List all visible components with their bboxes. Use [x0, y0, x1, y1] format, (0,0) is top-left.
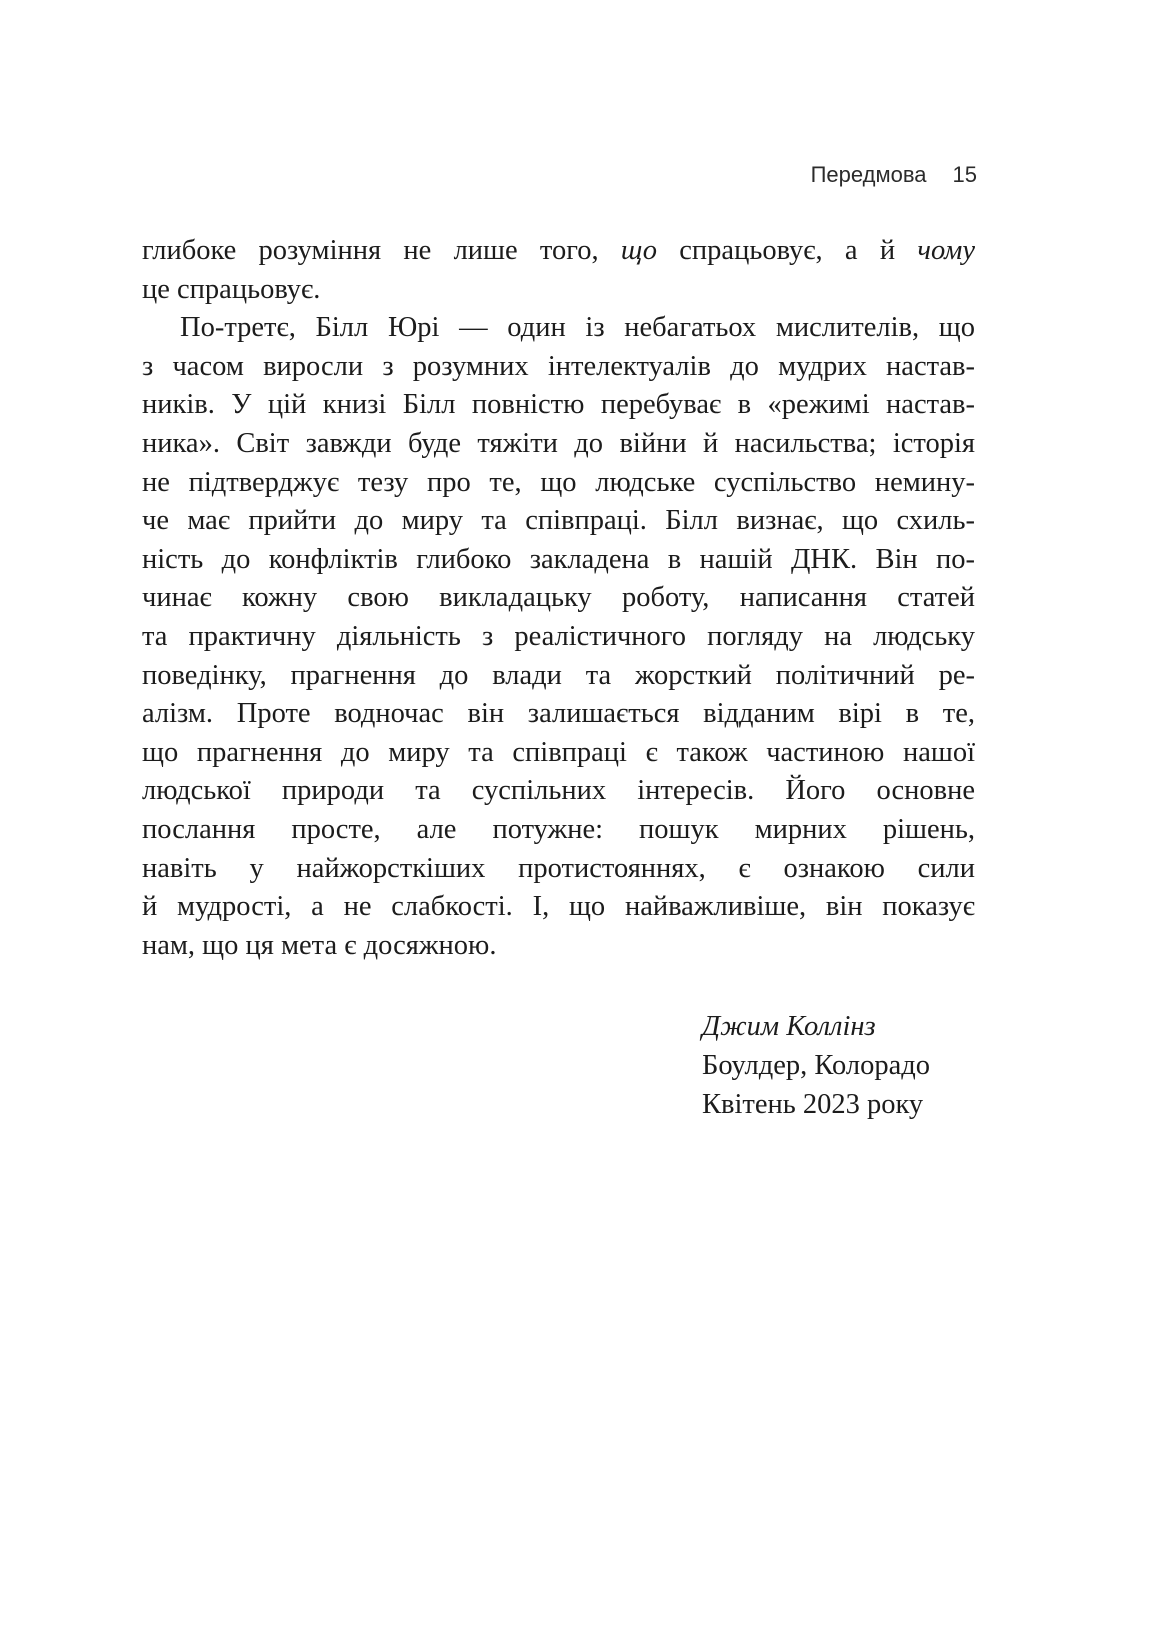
body-line: По-третє, Білл Юрі — один із небагатьох мислителів, що	[180, 312, 975, 344]
body-line: поведінку, прагнення до влади та жорсткий політичний ре-	[142, 659, 975, 691]
body-line: ника». Світ завжди буде тяжіти до війни й насильства; історія	[142, 427, 975, 459]
body-line: й мудрості, а не слабкості. І, що найважливіше, він показує	[142, 891, 975, 923]
signature-block	[702, 1007, 930, 1124]
section-title: Передмова	[810, 162, 927, 187]
body-text	[142, 232, 975, 965]
signature-date: Квітень 2023 року	[702, 1089, 924, 1120]
running-head	[811, 163, 977, 187]
signature-location: Боулдер, Колорадо	[702, 1050, 930, 1081]
body-line: не підтверджує тезу про те, що людське суспільство немину-	[142, 466, 975, 498]
body-line: з часом виросли з розумних інтелектуалів до мудрих настав-	[142, 350, 975, 382]
body-line: ність до конфліктів глибоко закладена в нашій ДНК. Він по-	[142, 543, 975, 575]
body-line: алізм. Проте водночас він залишається відданим вірі в те,	[142, 698, 975, 730]
body-line: че має прийти до миру та співпраці. Білл визнає, що схиль-	[142, 505, 975, 537]
body-line: та практичну діяльність з реалістичного погляду на людську	[142, 620, 975, 652]
body-line: глибоке розуміння не лише того, що спрацьовує, а й чому	[142, 235, 975, 266]
body-line: що прагнення до миру та співпраці є також частиною нашої	[142, 736, 975, 768]
body-line: послання просте, але потужне: пошук мирних рішень,	[142, 813, 975, 845]
body-line: чинає кожну свою викладацьку роботу, написання статей	[142, 582, 975, 614]
body-line: людської природи та суспільних інтересів. Його основне	[142, 775, 975, 807]
body-line: це спрацьовує.	[142, 273, 321, 305]
body-line: нам, що ця мета є досяжною.	[142, 929, 497, 961]
signature-author: Джим Коллінз	[702, 1011, 876, 1042]
body-line: ників. У цій книзі Білл повністю перебуває в «режимі настав-	[142, 389, 975, 421]
page-number: 15	[952, 162, 977, 187]
body-line: навіть у найжорсткіших протистояннях, є ознакою сили	[142, 852, 975, 884]
